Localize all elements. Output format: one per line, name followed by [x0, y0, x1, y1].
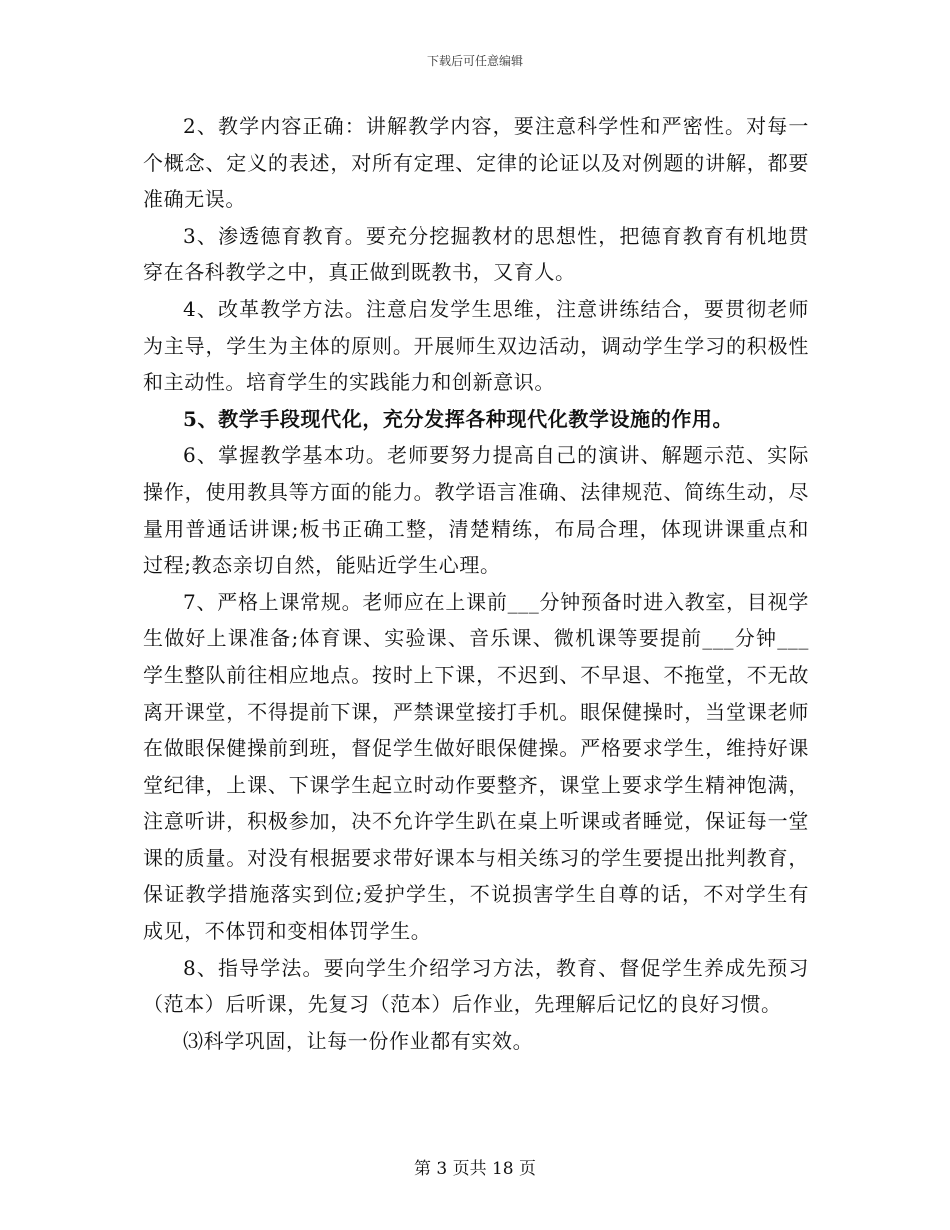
paragraph-5-modern-means: 5、教学手段现代化，充分发挥各种现代化教学设施的作用。: [183, 406, 734, 431]
paragraph-3-moral-education: 3、渗透德育教育。要充分挖掘教材的思想性，把德育教育有机地贯穿在各科教学之中，真正做到既教书，又育人。: [143, 223, 809, 285]
page-number: 第 3 页共 18 页: [413, 1159, 537, 1179]
paragraph-8-study-guidance: 8、指导学法。要向学生介绍学习方法，教育、督促学生养成先预习（范本）后听课，先复习（范本）后作业，先理解后记忆的良好习惯。: [143, 955, 809, 1017]
paragraph-2-teaching-content: 2、教学内容正确：讲解教学内容，要注意科学性和严密性。对每一个概念、定义的表述，对所有定理、定律的论证以及对例题的讲解，都要准确无误。: [143, 114, 809, 212]
paragraph-4-teaching-methods: 4、改革教学方法。注意启发学生思维，注意讲练结合，要贯彻老师为主导，学生为主体的原则。开展师生双边活动，调动学生学习的积极性和主动性。培育学生的实践能力和创新意识。: [143, 296, 809, 395]
paragraph-homework: ⑶科学巩固，让每一份作业都有实效。: [183, 1028, 534, 1053]
page-header: 下载后可任意编辑: [426, 54, 523, 68]
document-body: [143, 108, 809, 1059]
paragraph-6-basic-skills: 6、掌握教学基本功。老师要努力提高自己的演讲、解题示范、实际操作，使用教具等方面的能力。教学语言准确、法律规范、简练生动，尽量用普通话讲课;板书正确工整，清楚精练，布局合理，体现讲课重点和过程;教态亲切自然，能贴近学生心理。: [143, 443, 809, 578]
paragraph-7-class-routine: 7、严格上课常规。老师应在上课前___分钟预备时进入教室，目视学生做好上课准备;体育课、实验课、音乐课、微机课等要提前___分钟___学生整队前往相应地点。按时上下课，不迟到、不早退、不拖堂，不无故离开课堂，不得提前下课，严禁课堂接打手机。眼保健操时，当堂课老师在做眼保健操前到班，督促学生做好眼保健操。严格要求学生，维持好课堂纪律，上课、下课学生起立时动作要整齐，课堂上要求学生精神饱满，注意听讲，积极参加，决不允许学生趴在桌上听课或者睡觉，保证每一堂课的质量。对没有根据要求带好课本与相关练习的学生要提出批判教育，保证教学措施落实到位;爱护学生，不说损害学生自尊的话，不对学生有成见，不体罚和变相体罚学生。: [143, 589, 809, 944]
